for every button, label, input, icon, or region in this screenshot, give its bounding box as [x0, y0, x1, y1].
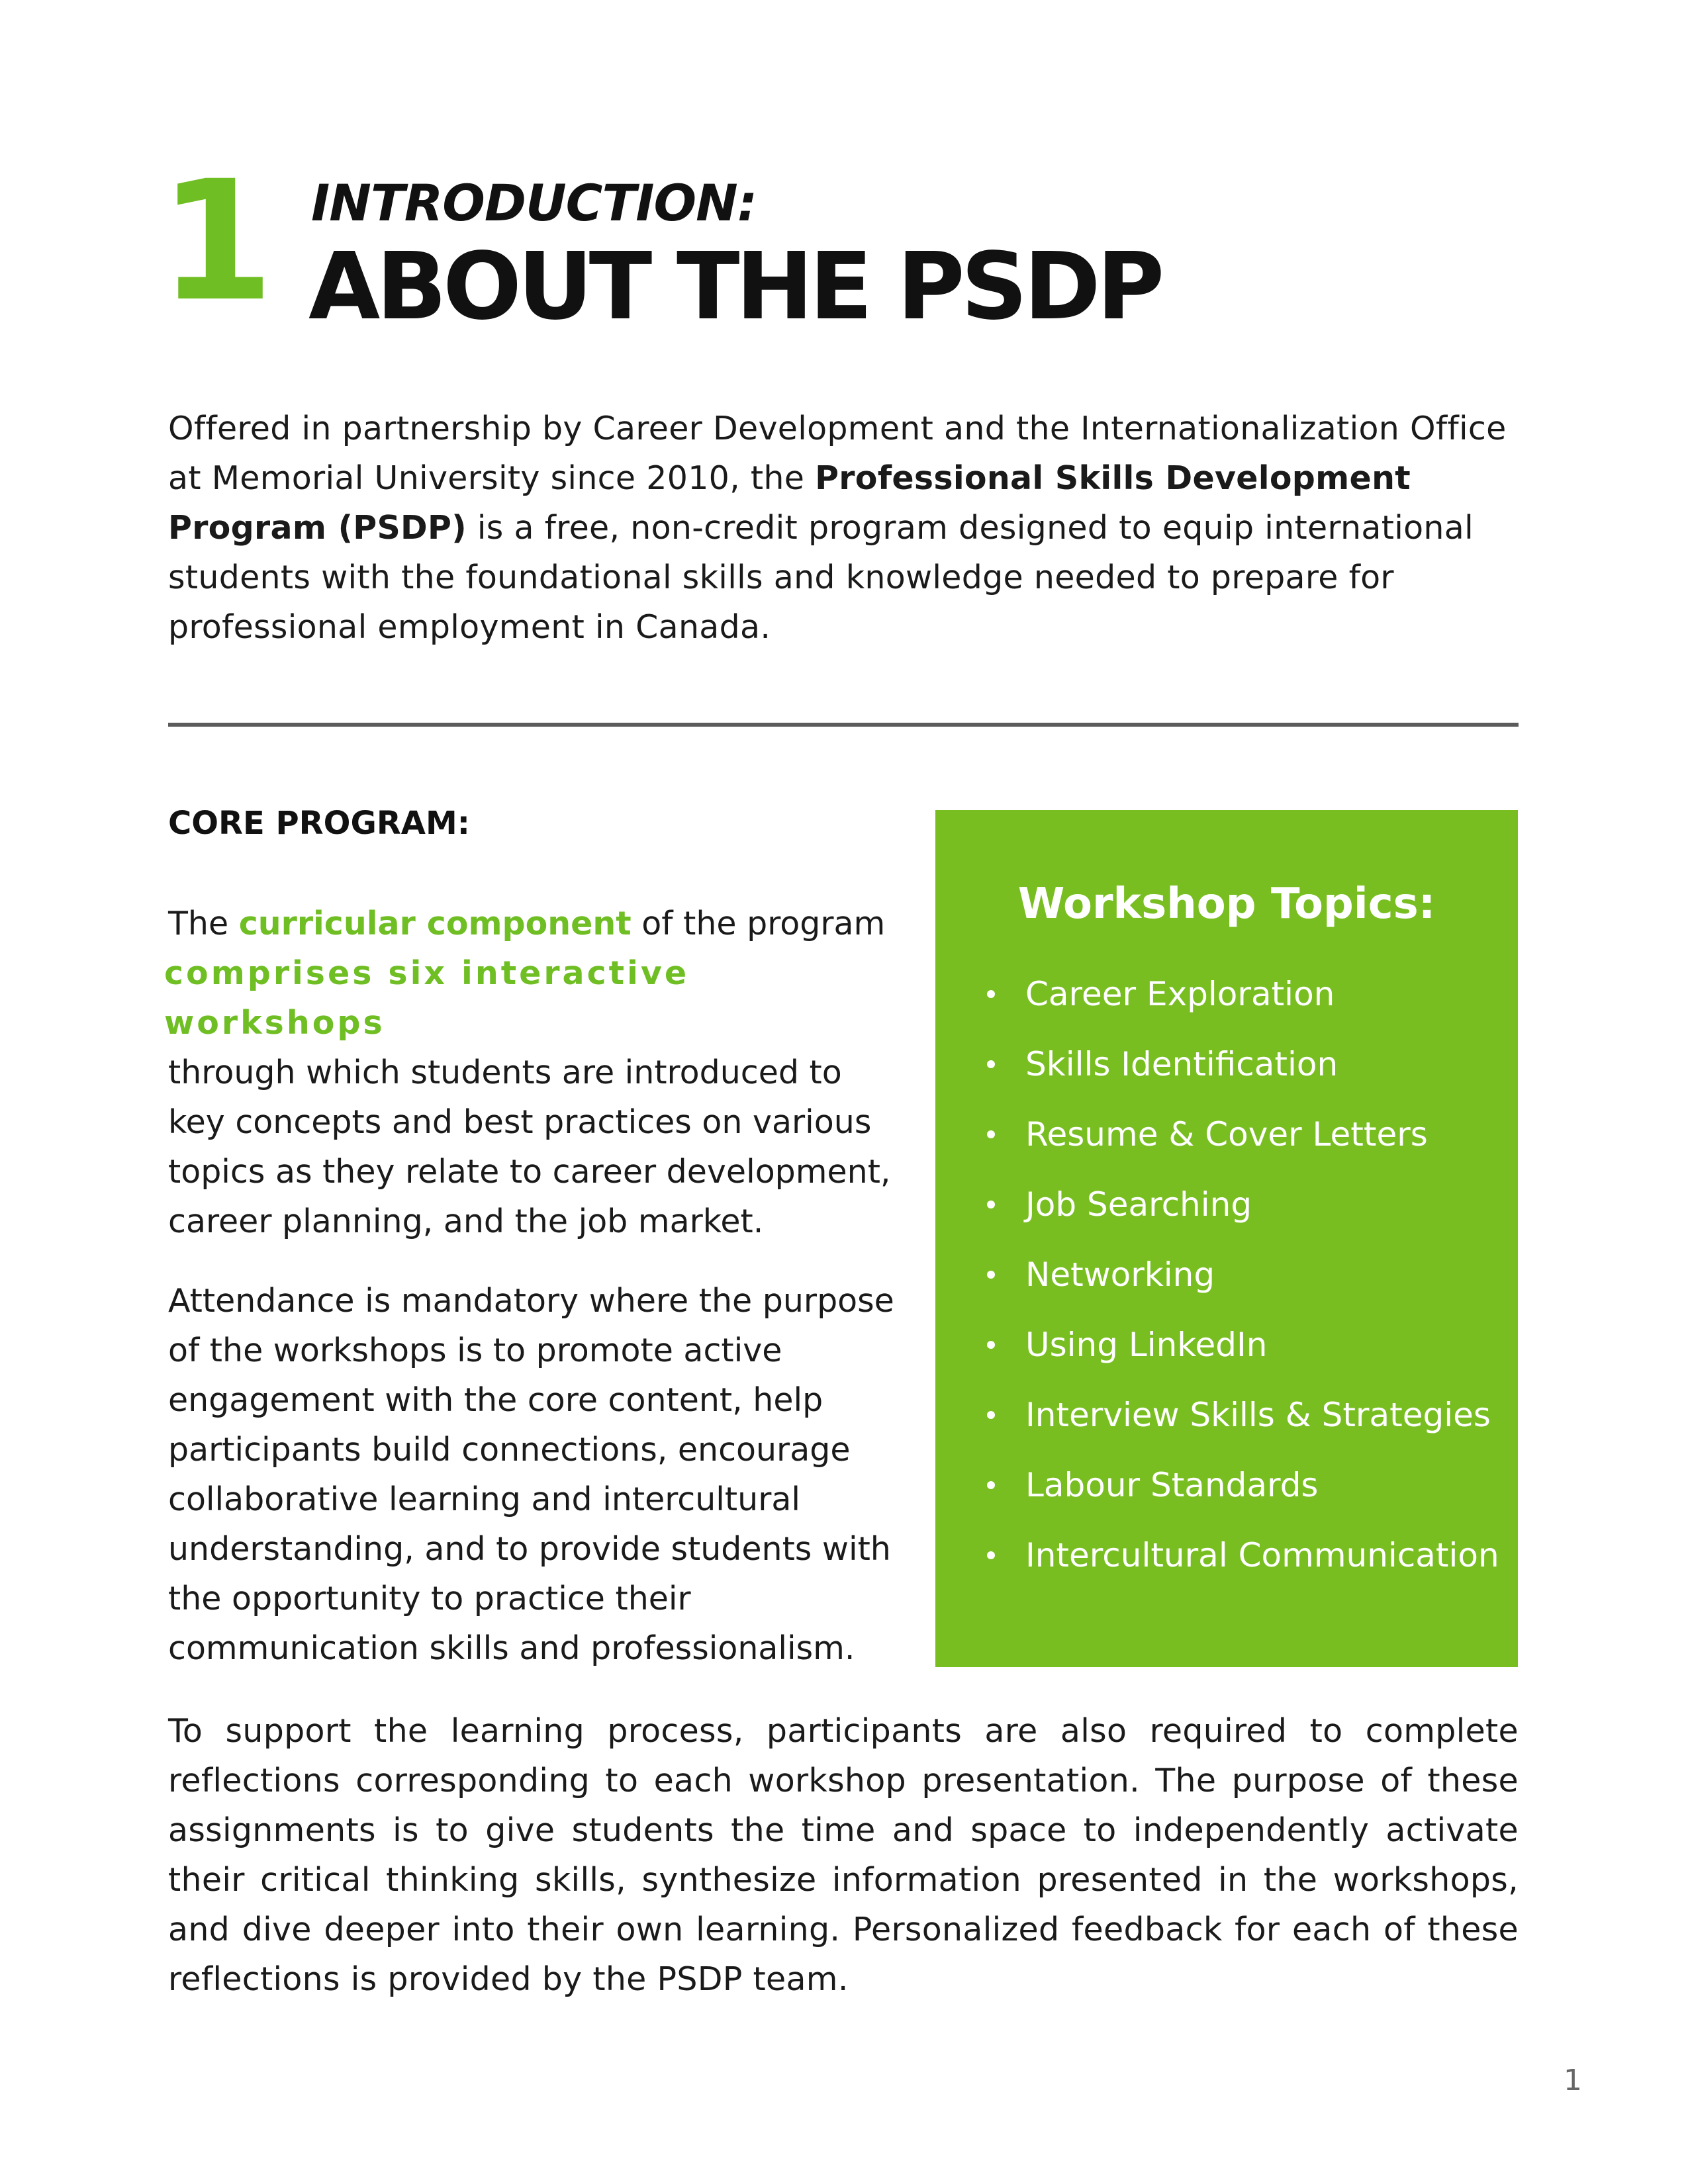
bullet-icon: [987, 1551, 995, 1559]
topic-label: Networking: [1025, 1255, 1215, 1294]
list-item: [982, 974, 1499, 1044]
core-program-body: [164, 899, 896, 1673]
bullet-icon: [987, 1341, 995, 1349]
workshop-topics-list: [982, 974, 1499, 1606]
list-item: [982, 1185, 1499, 1255]
topic-label: Using LinkedIn: [1025, 1326, 1268, 1364]
bullet-icon: [987, 990, 995, 998]
topic-label: Skills Identification: [1025, 1045, 1338, 1083]
page-title: ABOUT THE PSDP: [308, 233, 1161, 341]
core-p1-highlight-curricular: curricular component: [238, 905, 632, 942]
section-kicker: INTRODUCTION:: [311, 173, 757, 232]
intro-text-1: Offered in partnership by Career Development and the Internationalization Office at Memorial University since 2010, the: [168, 410, 1507, 497]
list-item: [982, 1395, 1499, 1465]
list-item: [982, 1535, 1499, 1606]
list-item: [982, 1044, 1499, 1115]
intro-bold-program-name: Professional Skills Development Program (PSDP): [168, 459, 1411, 547]
core-p1-lead: The: [168, 905, 239, 942]
bullet-icon: [987, 1201, 995, 1208]
bullet-icon: [987, 1060, 995, 1068]
bullet-icon: [987, 1411, 995, 1419]
list-item: [982, 1465, 1499, 1535]
core-p1-rest: through which students are introduced to key concepts and best practices on various topics as they relate to career development, career planning, and the job market.: [168, 1054, 891, 1240]
list-item: [982, 1255, 1499, 1325]
closing-paragraph: To support the learning process, participants are also required to complete reflections corresponding to each workshop presentation. The purpose of these assignments is to give students the time and space to independently activate their critical thinking skills, synthesize information presented in the workshops, and dive deeper into their own learning. Personalized feedback for each of these reflections is provided by the PSDP team.: [168, 1712, 1519, 1998]
chapter-number: 1: [159, 145, 269, 338]
workshop-topics-box: [935, 810, 1518, 1667]
bullet-icon: [987, 1481, 995, 1489]
page-number: 1: [1564, 2064, 1582, 2097]
workshop-topics-title: Workshop Topics:: [1017, 880, 1436, 929]
list-item: [982, 1325, 1499, 1395]
bullet-icon: [987, 1271, 995, 1279]
core-paragraph-2: Attendance is mandatory where the purpose of the workshops is to promote active engagement with the core content, help participants build connections, encourage collaborative learning and intercultural understanding, and to provide students with the opportunity to practice their communication skills and professionalism.: [168, 1282, 894, 1667]
section-divider: [168, 723, 1519, 727]
core-program-heading: CORE PROGRAM:: [168, 805, 470, 842]
list-item: [982, 1115, 1499, 1185]
core-paragraph-1: [164, 899, 896, 1246]
core-p1-highlight-workshops: comprises six interactive workshops: [164, 954, 690, 1042]
topic-label: Labour Standards: [1025, 1466, 1319, 1504]
bullet-icon: [987, 1130, 995, 1138]
core-p1-mid: of the program: [631, 905, 886, 942]
topic-label: Career Exploration: [1025, 975, 1335, 1013]
topic-label: Job Searching: [1025, 1185, 1252, 1224]
topic-label: Intercultural Communication: [1025, 1536, 1499, 1574]
intro-text-2: is a free, non-credit program designed to equip international students with the foundational skills and knowledge needed to prepare for professional employment in Canada.: [168, 509, 1474, 646]
topic-label: Interview Skills & Strategies: [1025, 1396, 1491, 1434]
intro-paragraph: [168, 404, 1519, 652]
topic-label: Resume & Cover Letters: [1025, 1115, 1428, 1154]
